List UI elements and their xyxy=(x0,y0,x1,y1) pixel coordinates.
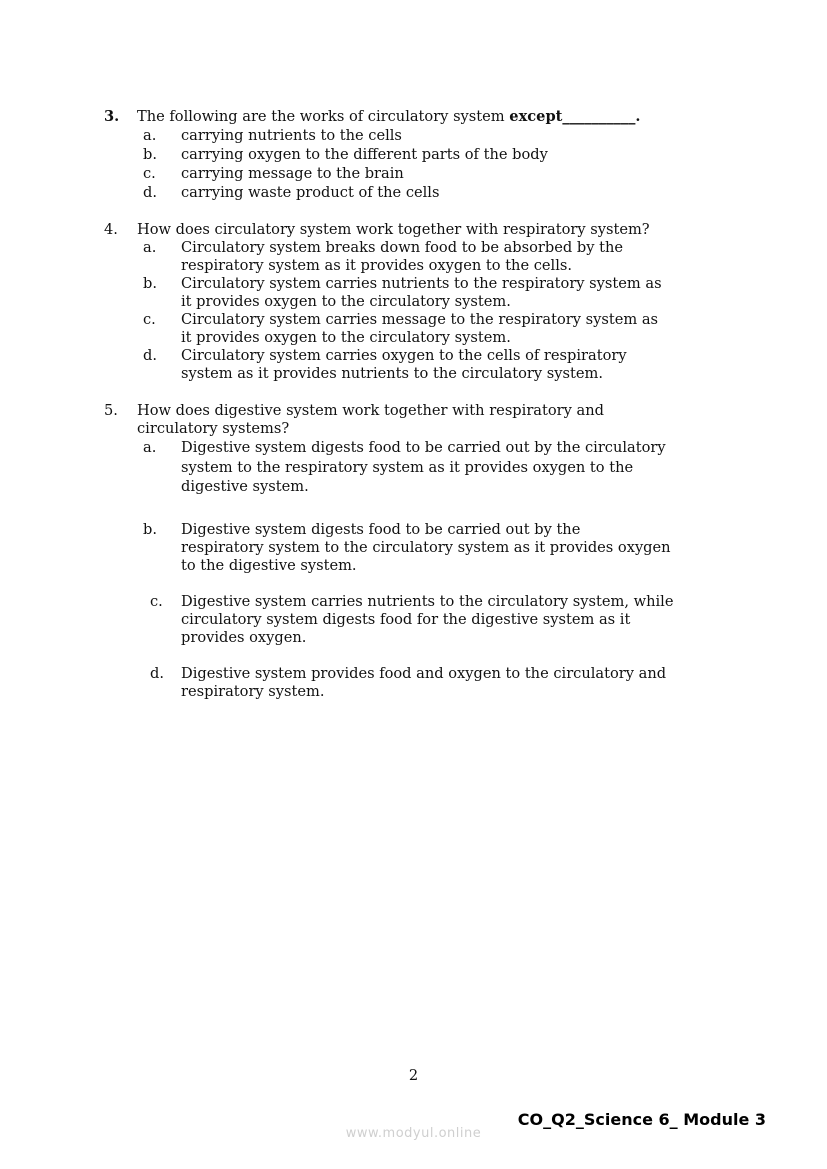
question-text: How does digestive system work together with respiratory and xyxy=(137,402,604,419)
option-a xyxy=(104,127,744,145)
option-text: circulatory system digests food for the digestive system as it xyxy=(181,610,631,628)
question-number: 5. xyxy=(104,402,118,419)
option-text: Circulatory system carries message to the respiratory system as xyxy=(181,311,659,328)
option-text: carrying nutrients to the cells xyxy=(181,127,402,144)
option-c xyxy=(104,311,744,347)
option-d xyxy=(104,347,744,383)
option-label: b. xyxy=(143,520,157,538)
option-text: respiratory system. xyxy=(181,682,325,700)
option-text: carrying waste product of the cells xyxy=(181,184,440,201)
option-text: Digestive system carries nutrients to the circulatory system, while xyxy=(181,592,674,610)
option-text: system as it provides nutrients to the circulatory system. xyxy=(181,365,603,382)
question-5 xyxy=(104,402,744,701)
module-footer: CO_Q2_Science 6_ Module 3 xyxy=(517,1110,766,1129)
option-label: b. xyxy=(143,146,157,163)
option-label: d. xyxy=(143,347,157,364)
option-b xyxy=(104,521,744,575)
option-d xyxy=(104,184,744,202)
option-label: a. xyxy=(143,439,157,456)
option-a xyxy=(104,439,744,498)
option-label: a. xyxy=(143,127,157,144)
option-label: a. xyxy=(143,239,157,256)
option-text: it provides oxygen to the circulatory system. xyxy=(181,293,511,310)
option-label: d. xyxy=(150,664,164,682)
option-c xyxy=(104,165,744,183)
option-text: Digestive system digests food to be carried out by the circulatory xyxy=(181,439,666,456)
option-text: Circulatory system carries oxygen to the cells of respiratory xyxy=(181,347,627,364)
question-text: The following are the works of circulatory system except__________. xyxy=(137,108,641,125)
question-number: 3. xyxy=(104,108,120,125)
option-text: respiratory system to the circulatory system as it provides oxygen xyxy=(181,538,671,556)
option-d xyxy=(104,665,744,701)
option-text: carrying message to the brain xyxy=(181,165,404,182)
question-number: 4. xyxy=(104,221,118,238)
option-text: carrying oxygen to the different parts of the body xyxy=(181,146,548,163)
option-text: it provides oxygen to the circulatory system. xyxy=(181,329,511,346)
option-a xyxy=(104,239,744,275)
question-text: How does circulatory system work together with respiratory system? xyxy=(137,221,650,238)
option-label: c. xyxy=(143,165,156,182)
option-text: Digestive system digests food to be carried out by the xyxy=(181,520,581,538)
answer-blank: __________. xyxy=(562,108,641,125)
option-text: provides oxygen. xyxy=(181,628,307,646)
page-number: 2 xyxy=(408,1067,419,1084)
option-label: c. xyxy=(143,311,156,328)
option-text: system to the respiratory system as it provides oxygen to the xyxy=(181,458,634,476)
option-b xyxy=(104,146,744,164)
question-text: circulatory systems? xyxy=(137,420,290,437)
option-b xyxy=(104,275,744,311)
option-label: b. xyxy=(143,275,157,292)
option-label: d. xyxy=(143,184,157,201)
option-text: Circulatory system breaks down food to be absorbed by the xyxy=(181,239,623,256)
watermark: www.modyul.online xyxy=(345,1126,482,1141)
option-text: Digestive system provides food and oxygen to the circulatory and xyxy=(181,664,667,682)
question-3 xyxy=(104,108,744,202)
option-text: Circulatory system carries nutrients to the respiratory system as xyxy=(181,275,662,292)
question-4 xyxy=(104,221,744,383)
option-text: respiratory system as it provides oxygen to the cells. xyxy=(181,257,573,274)
option-text: digestive system. xyxy=(181,478,309,495)
option-c xyxy=(104,593,744,647)
option-text: to the digestive system. xyxy=(181,556,357,574)
option-label: c. xyxy=(150,592,163,610)
emphasis-except: except xyxy=(509,108,563,125)
